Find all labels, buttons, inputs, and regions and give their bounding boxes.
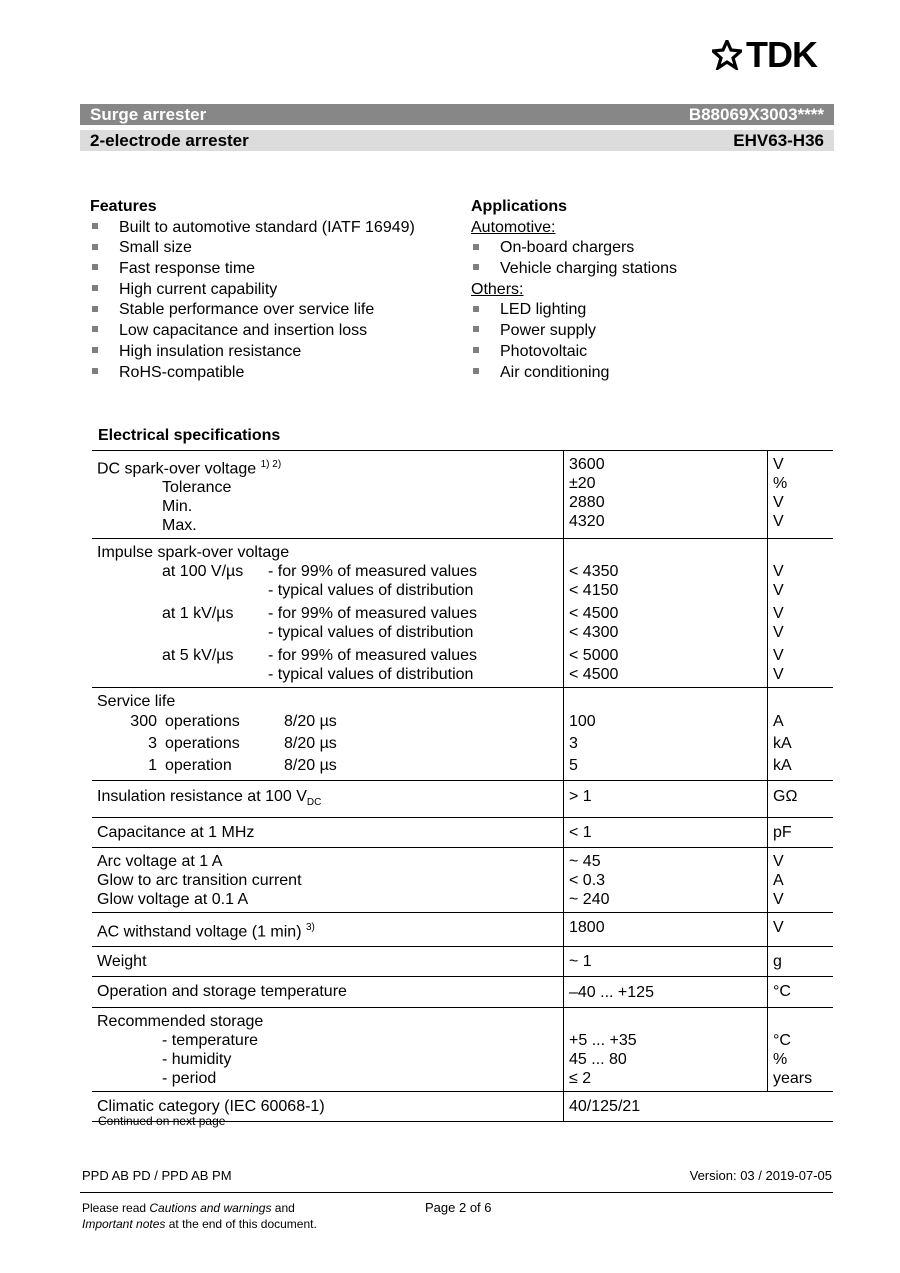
table-row: Capacitance at 1 MHz < 1 pF — [92, 817, 833, 847]
features-title: Features — [90, 198, 157, 215]
bullet-icon — [92, 306, 98, 312]
list-item: Stable performance over service life — [90, 300, 415, 321]
footer-dept: PPD AB PD / PPD AB PM — [82, 1168, 232, 1183]
product-type-bar — [80, 130, 834, 151]
applications-section — [471, 197, 677, 383]
bullet-icon — [473, 347, 479, 353]
tdk-logo — [712, 34, 817, 75]
list-item: High current capability — [90, 280, 415, 301]
part-number: B88069X3003**** — [688, 105, 824, 124]
product-category-bar — [80, 104, 834, 125]
capacitance-label: Capacitance at 1 MHz — [92, 817, 564, 847]
weight-label: Weight — [92, 946, 564, 976]
climatic-label: Climatic category (IEC 60068-1) — [92, 1091, 564, 1121]
list-item: Low capacitance and insertion loss — [90, 321, 415, 342]
automotive-label: Automotive: — [471, 218, 556, 236]
list-item: High insulation resistance — [90, 342, 415, 363]
storage-label: Recommended storage — [97, 1012, 264, 1030]
specs-title: Electrical specifications — [98, 427, 281, 444]
dc-label: DC spark-over voltage — [97, 460, 257, 478]
bullet-icon — [473, 264, 479, 270]
table-row: Weight ~ 1 g — [92, 946, 833, 976]
table-row: Impulse spark-over voltage at 100 V/µs - for 99% of measured values - typical values of distribution at 1 kV/µs - for 99% of measured values - typical values of distribution at 5 kV/µs - for 99% of measured values - typical values of distribution < 4350 < 4150 < 4500 < 4300 < 5000 < 4500 V V V V V V — [92, 539, 833, 688]
footer-divider — [80, 1192, 833, 1193]
footnote-ref: 3) — [305, 921, 315, 933]
bullet-icon — [92, 347, 98, 353]
features-section — [90, 197, 415, 383]
product-category: Surge arrester — [90, 105, 207, 124]
table-row: Operation and storage temperature –40 ... +125 °C — [92, 976, 833, 1007]
bullet-icon — [92, 244, 98, 250]
impulse-label: Impulse spark-over voltage — [97, 544, 290, 562]
footnote-ref: 1) 2) — [260, 459, 282, 470]
logo-text: TDK — [746, 34, 817, 75]
continued-note: Continued on next page — [98, 1114, 226, 1128]
service-life-label: Service life — [97, 693, 176, 711]
tdk-star-logo-icon — [712, 40, 742, 70]
others-label: Others: — [471, 280, 524, 298]
bullet-icon — [92, 368, 98, 374]
list-item: LED lighting — [471, 300, 677, 321]
bullet-icon — [92, 223, 98, 229]
applications-title: Applications — [471, 198, 568, 215]
table-row: Insulation resistance at 100 $V_{DC}$ > 1 GΩ — [92, 781, 833, 817]
table-row: Climatic category (IEC 60068-1) 40/125/21 — [92, 1091, 833, 1121]
list-item: Vehicle charging stations — [471, 259, 677, 280]
footer-version: Version: 03 / 2019-07-05 — [689, 1168, 832, 1183]
ac-withstand-label: AC withstand voltage (1 min) — [97, 922, 302, 940]
list-item: Air conditioning — [471, 363, 677, 384]
table-row: Recommended storage - temperature - humidity - period +5 ... +35 45 ... 80 ≤ 2 °C % years — [92, 1007, 833, 1091]
table-row: DC spark-over voltage $^{1) 2)}$ Tolerance Min. Max. 3600 ±20 2880 4320 V % V V — [92, 451, 833, 539]
bullet-icon — [473, 326, 479, 332]
list-item: Power supply — [471, 321, 677, 342]
insulation-label: Insulation resistance at 100 V — [97, 788, 307, 806]
table-row: Service life 300 operations 8/20 µs 3 operations 8/20 µs 1 operation 8/20 µs 100 3 5 A kA kA — [92, 688, 833, 781]
bullet-icon — [473, 306, 479, 312]
bullet-icon — [92, 264, 98, 270]
specs-table — [92, 450, 833, 1122]
list-item: Fast response time — [90, 259, 415, 280]
list-item: RoHS-compatible — [90, 363, 415, 384]
model-number: EHV63-H36 — [733, 131, 824, 150]
list-item: Photovoltaic — [471, 342, 677, 363]
list-item: Built to automotive standard (IATF 16949) — [90, 218, 415, 239]
bullet-icon — [473, 368, 479, 374]
bullet-icon — [92, 285, 98, 291]
table-row: Arc voltage at 1 A Glow to arc transition current Glow voltage at 0.1 A ~ 45 < 0.3 ~ 240 V A V — [92, 847, 833, 912]
bullet-icon — [473, 244, 479, 250]
bullet-icon — [92, 326, 98, 332]
product-type: 2-electrode arrester — [90, 131, 249, 150]
temperature-label: Operation and storage temperature — [92, 976, 564, 1007]
footer-note: Please read Cautions and warnings and Important notes at the end of this document. — [82, 1201, 317, 1231]
table-row: AC withstand voltage (1 min) $^{3)}$ 1800 V — [92, 912, 833, 946]
list-item: Small size — [90, 238, 415, 259]
page-number: Page 2 of 6 — [425, 1200, 492, 1215]
list-item: On-board chargers — [471, 238, 677, 259]
